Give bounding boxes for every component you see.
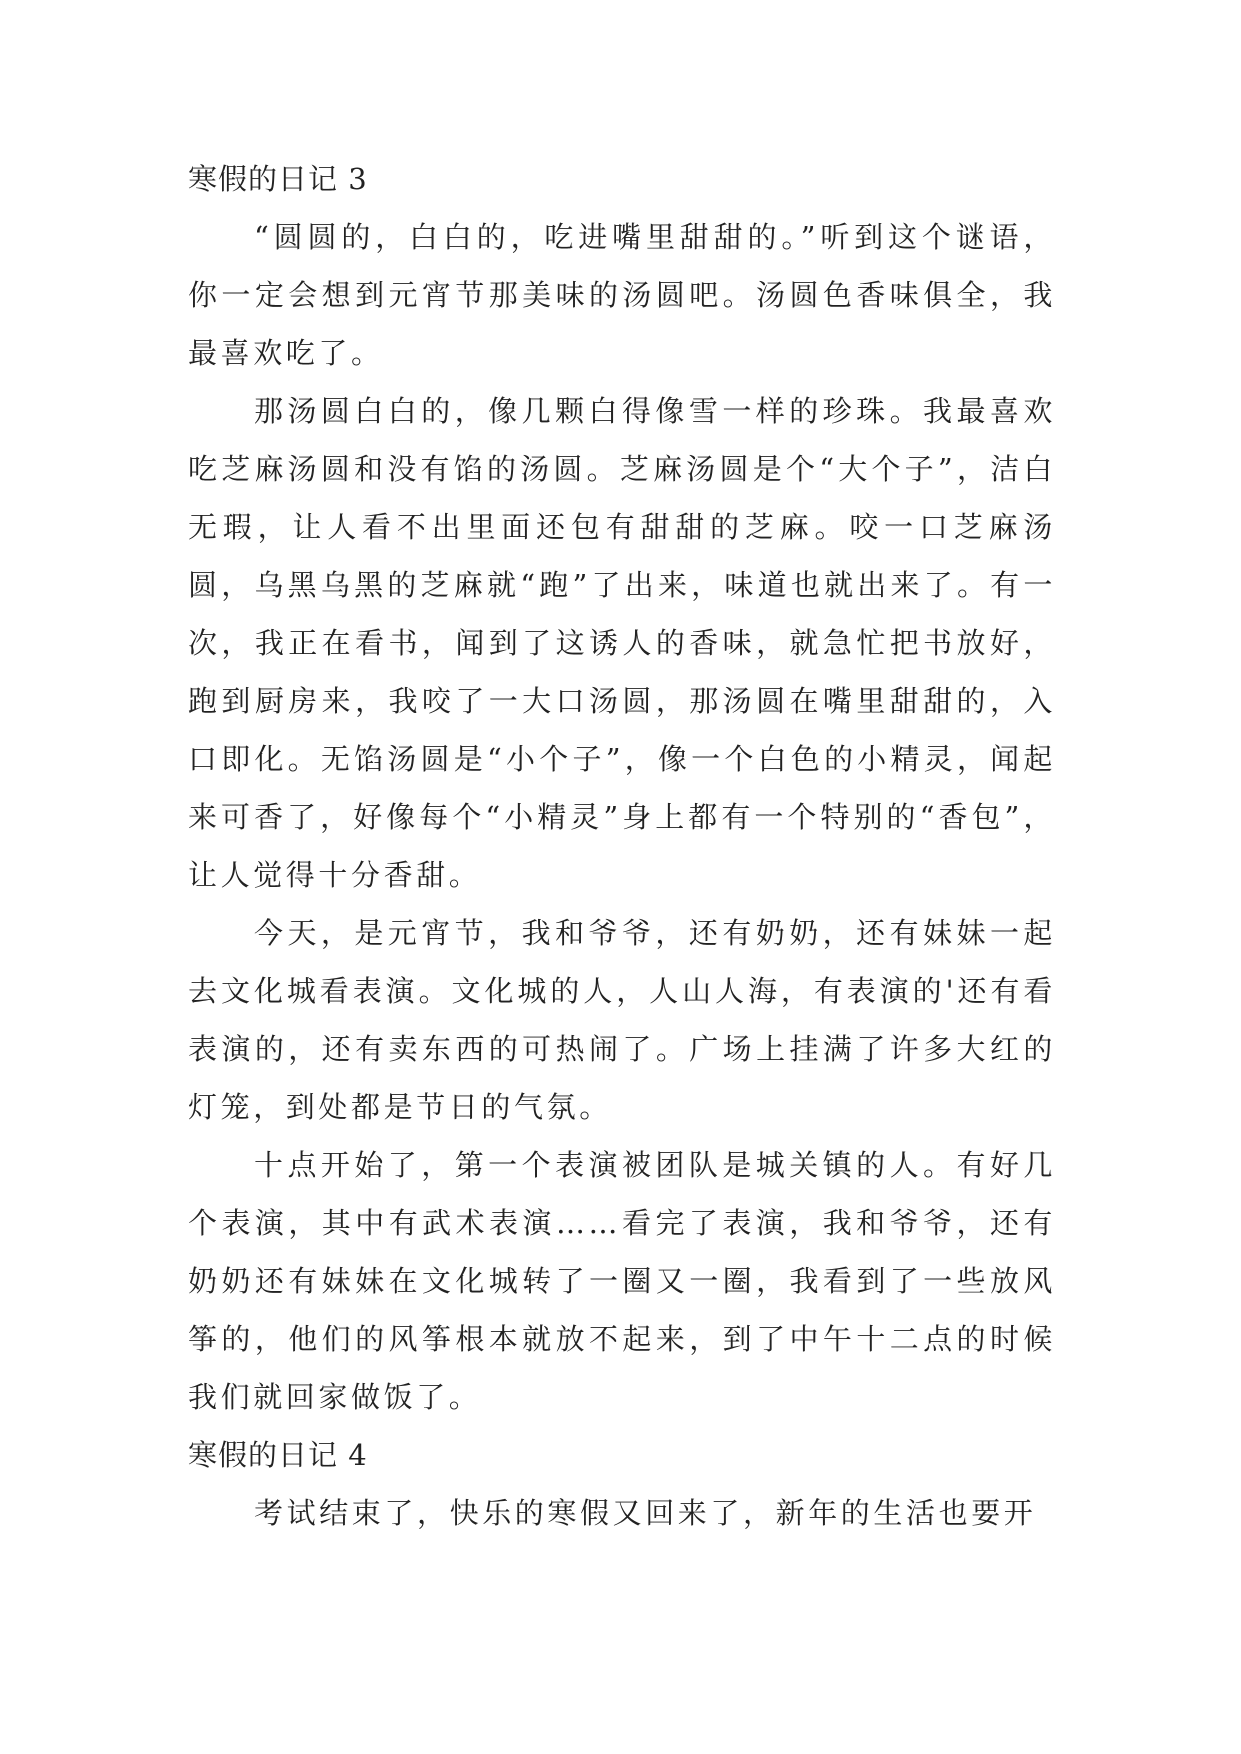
paragraph-tangyuan: 那汤圆白白的，像几颗白得像雪一样的珍珠。我最喜欢吃芝麻汤圆和没有馅的汤圆。芝麻汤圆是个“大个子”，洁白无瑕，让人看不出里面还包有甜甜的芝麻。咬一口芝麻汤圆，乌黑乌黑的芝麻就“跑”了出来，味道也就出来了。有一次，我正在看书，闻到了这诱人的香味，就急忙把书放好，跑到厨房来，我咬了一大口汤圆，那汤圆在嘴里甜甜的，入口即化。无馅汤圆是“小个子”，像一个白色的小精灵，闻起来可香了，好像每个“小精灵”身上都有一个特别的“香包”，让人觉得十分香甜。 (188, 394, 1056, 892)
diary-heading-3: 寒假的日记 3 (188, 162, 368, 196)
paragraph-winter-break: 考试结束了，快乐的寒假又回来了，新年的生活也要开 (254, 1496, 1037, 1530)
diary-heading-4: 寒假的日记 4 (188, 1438, 368, 1472)
paragraph-riddle: “圆圆的，白白的，吃进嘴里甜甜的。”听到这个谜语，你一定会想到元宵节那美味的汤圆吧。汤圆色香味俱全，我最喜欢吃了。 (188, 220, 1056, 370)
paragraph-performance: 十点开始了，第一个表演被团队是城关镇的人。有好几个表演，其中有武术表演……看完了表演，我和爷爷，还有奶奶还有妹妹在文化城转了一圈又一圈，我看到了一些放风筝的，他们的风筝根本就放不起来，到了中午十二点的时候我们就回家做饭了。 (188, 1148, 1056, 1414)
document-page (188, 150, 1056, 1542)
paragraph-lantern-festival: 今天，是元宵节，我和爷爷，还有奶奶，还有妹妹一起去文化城看表演。文化城的人，人山人海，有表演的'还有看表演的，还有卖东西的可热闹了。广场上挂满了许多大红的灯笼，到处都是节日的气氛。 (188, 916, 1056, 1124)
